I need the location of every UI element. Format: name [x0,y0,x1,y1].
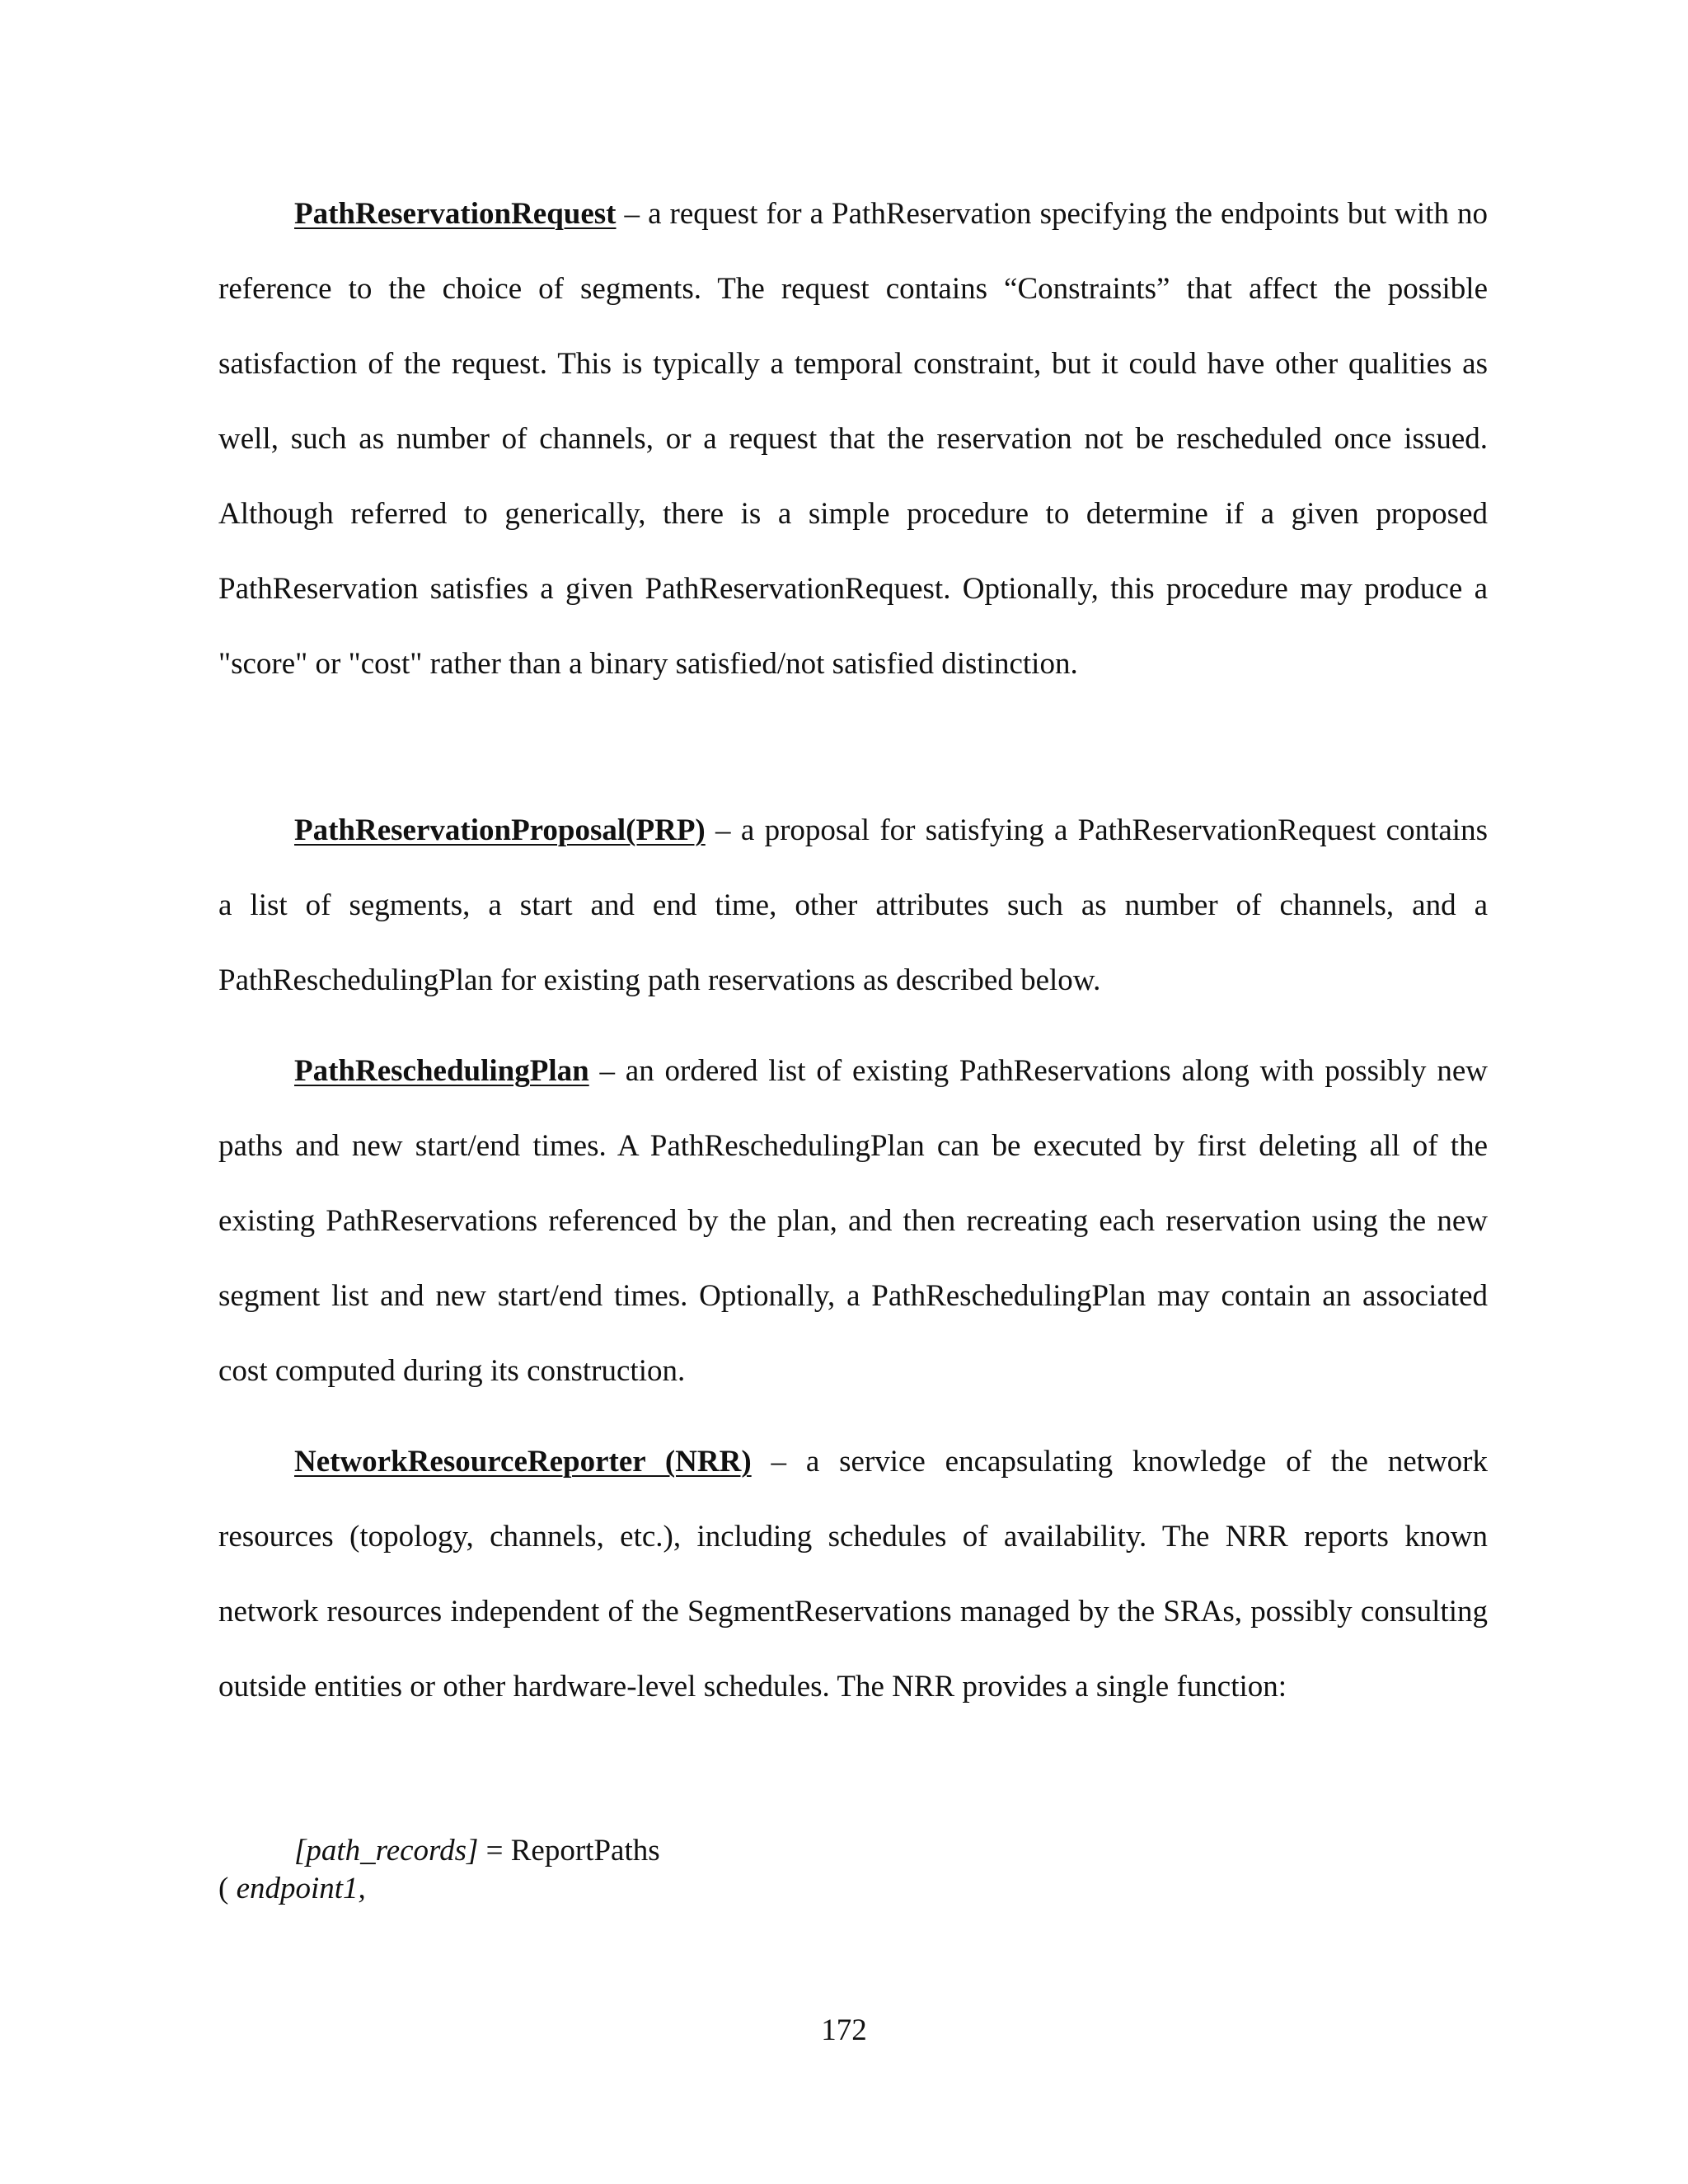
term-heading: PathReschedulingPlan [294,1054,589,1088]
function-signature-line-1 [294,1831,660,1871]
definition-text: – a proposal for satisfying a PathReservationRequest contains a list of segments, a start and end time, other attributes such as number of channels, and a PathReschedulingPlan for existing path reservations as described below. [218,813,1488,997]
definition-text: – a service encapsulating knowledge of the network resources (topology, channels, etc.), including schedules of availability. The NRR reports known network resources independent of the SegmentReservations managed by the SRAs, possibly consulting outside entities or other hardware-level schedules. The NRR provides a single function: [218,1445,1488,1704]
definition-path-reservation-proposal [218,793,1488,1018]
page-number: 172 [821,2013,867,2047]
definition-path-rescheduling-plan [218,1033,1488,1408]
term-heading: PathReservationProposal(PRP) [294,813,706,847]
definition-text: – a request for a PathReservation specifying the endpoints but with no reference to the choice of segments. The request contains “Constraints” that affect the possible satisfaction of the request. This is typically a temporal constraint, but it could have other qualities as well, such as number of channels, or a request that the reservation not be rescheduled once issued. Although referred to generically, there is a simple procedure to determine if a given proposed PathReservation satisfies a given PathReservationRequest. Optionally, this procedure may produce a "score" or "cost" rather than a binary satisfied/not satisfied distinction. [218,197,1488,681]
term-heading: PathReservationRequest [294,197,617,231]
definition-path-reservation-request [218,176,1488,701]
paragraph [218,1424,1488,1724]
open-paren: ( [218,1872,237,1905]
function-signature-line-2 [218,1869,366,1909]
paragraph [218,176,1488,701]
return-variable: [path_records] [294,1834,479,1868]
function-name: = ReportPaths [478,1834,660,1868]
term-heading: NetworkResourceReporter (NRR) [294,1445,752,1479]
definition-network-resource-reporter [218,1424,1488,1724]
paragraph [218,1033,1488,1408]
definition-text: – an ordered list of existing PathReservations along with possibly new paths and new start/end times. A PathReschedulingPlan can be executed by first deleting all of the existing PathReservations referenced by the plan, and then recreating each reservation using the new segment list and new start/end times. Optionally, a PathReschedulingPlan may contain an associated cost computed during its construction. [218,1054,1488,1388]
paragraph [218,793,1488,1018]
argument: endpoint1, [236,1872,366,1905]
